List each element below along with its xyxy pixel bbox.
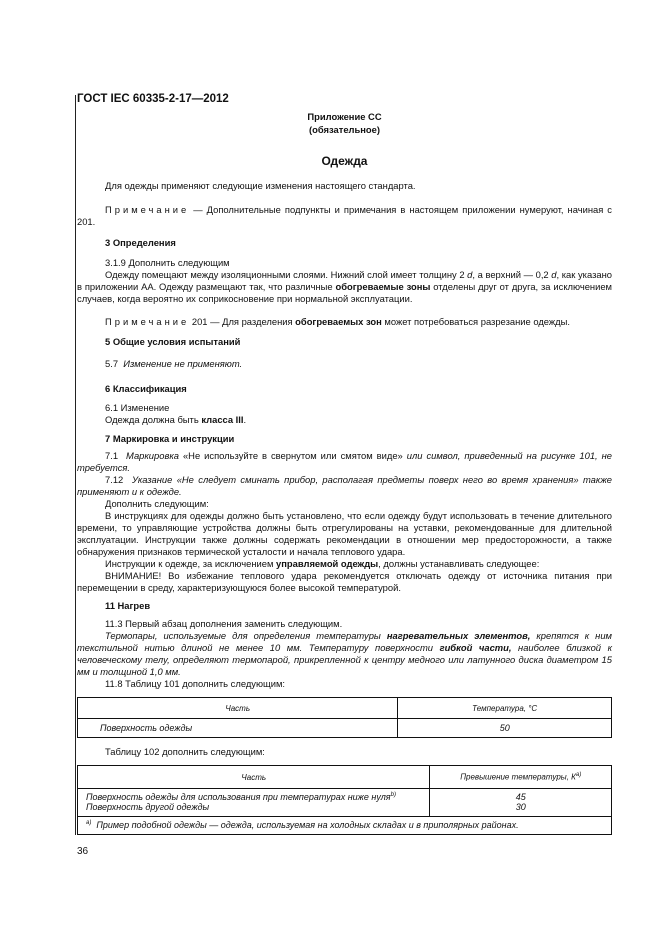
document-header: ГОСТ IEC 60335-2-17—2012 [77,93,229,105]
table-cell: 30 [430,802,612,816]
page-number: 36 [77,846,89,857]
annex-title: Приложение СС [307,111,382,122]
clause-6-1-text [77,414,612,426]
text: , как указано в приложении АА. Одежду размещают так, что различные [77,269,612,292]
note-1 [77,204,612,228]
term: класса III [201,414,244,425]
term: обогреваемые зоны [335,281,431,292]
text: Одежду помещают между изоляционными слоями. Нижний слой имеет толщину 2 [105,269,468,280]
text: Поверхность одежды для использования при температурах ниже нуля [86,792,391,802]
clause-3-1-9: 3.1.9 Дополнить следующим [105,257,230,268]
clause-11-3: 11.3 Первый абзац дополнения заменить следующим. [105,618,343,629]
note-label: Примечание [105,204,190,215]
footnote-ref: b) [390,792,396,798]
table-101 [77,697,612,738]
text: Превышение температуры, К [460,772,576,782]
text: Пример подобной одежды — одежда, используемая на холодных складах и в приполярных районах. [96,820,519,830]
table-cell: 45 [430,789,612,803]
instructions-paragraph: В инструкциях для одежды должно быть установлено, что если одежду будут использовать в течение длительного времени, то управляющие устройства должны быть отрегулированы на уставки, рекомендованные для длительной эксплуатации. Инструкции также должны содержать рекомендации в отношении мер предосторожности, а также обнаружения признаков термической усталости и начала теплового удара. [77,510,612,557]
table-cell: Поверхность другой одежды [78,802,430,816]
table-cell: 50 [398,719,612,738]
table-row [78,802,612,816]
term: управляемой одежды [276,558,379,569]
section-3-heading: 3 Определения [105,237,176,248]
section-6-heading: 6 Классификация [105,383,187,394]
footnote-mark: а) [86,820,92,826]
text: может потребоваться разрезание одежды. [381,316,570,327]
intro-paragraph: Для одежды применяют следующие изменения настоящего стандарта. [105,180,416,191]
note-label: Примечание [105,316,190,327]
table-102-intro: Таблицу 102 дополнить следующим: [105,746,265,757]
instructions-control [77,558,612,570]
table-header: Температура, °С [398,698,612,719]
clause-6-1: 6.1 Изменение [105,402,170,413]
table-footnote [78,816,612,834]
section-7-heading: 7 Маркировка и инструкции [105,433,235,444]
note-201 [77,316,612,328]
table-row [78,789,612,803]
term: гибкой части, [439,642,512,653]
text: , должны устанавливать следующее: [378,558,540,569]
text: d [467,269,473,280]
text: Термопары, используемые для определения температуры [105,630,387,641]
text: d [551,269,557,280]
table-header [430,766,612,789]
clause-number: 7.1 [105,450,119,461]
clause-7-12 [77,474,612,498]
text: Инструкции к одежде, за исключением [105,558,277,569]
text: Указание «Не следует сминать прибор, располагая предметы поверх него во время хранения» также применяют и к одежде. [77,474,612,497]
clause-5-7 [77,358,612,370]
clause-number: 7.12 [105,474,124,485]
text: наиболее близкой к человеческому телу, определяют термопарой, прикрепленной к центру медного или латунного диска диаметром 15 мм и толщиной 1,0 мм. [77,642,612,677]
clause-number: 5.7 [105,358,119,369]
text: Одежда должна быть [105,414,202,425]
table-row [78,719,612,738]
term: нагревательных элементов, [386,630,531,641]
annex-status: (обязательное) [309,124,380,135]
add-following: Дополнить следующим: [105,498,209,509]
text: . [243,414,247,425]
table-102 [77,765,612,835]
table-cell [78,789,430,803]
margin-line [75,95,76,835]
text: , а верхний — 0,2 [472,269,552,280]
text: Маркировка [126,450,179,461]
table-cell: Поверхность одежды [78,719,398,738]
thermocouple-paragraph [77,630,612,678]
text: 201 — Для разделения [189,316,296,327]
section-5-heading: 5 Общие условия испытаний [105,336,241,347]
term: обогреваемых зон [295,316,382,327]
footnote-ref: а) [575,772,582,779]
clause-11-8: 11.8 Таблицу 101 дополнить следующим: [105,678,286,689]
table-header: Часть [78,698,398,719]
table-header: Часть [78,766,430,789]
section-11-heading: 11 Нагрев [105,600,151,611]
warning-paragraph: ВНИМАНИЕ! Во избежание теплового удара рекомендуется отключать одежду от источника питания при перемещении в среду, характеризующуюся более высокой температурой. [77,570,612,593]
note-text: — Дополнительные подпункты и примечания в настоящем приложении нумеруют, начиная с 201. [77,204,612,227]
text: «Не используйте в свернутом или смятом виде» [178,450,407,461]
text: крепятся к ним текстильной нитью длиной не менее 10 мм. Температуру поверхности [77,630,612,653]
annex-name: Одежда [321,154,368,168]
text: Изменение не применяют. [123,358,243,369]
clause-3-1-9-text [77,269,612,305]
clause-7-1 [77,450,612,474]
text: или символ, приведенный на рисунке 101, не требуется. [77,450,612,473]
text: отделены друг от друга, за исключением случаев, когда вероятно их соприкосновение при нормальной эксплуатации. [77,281,612,304]
